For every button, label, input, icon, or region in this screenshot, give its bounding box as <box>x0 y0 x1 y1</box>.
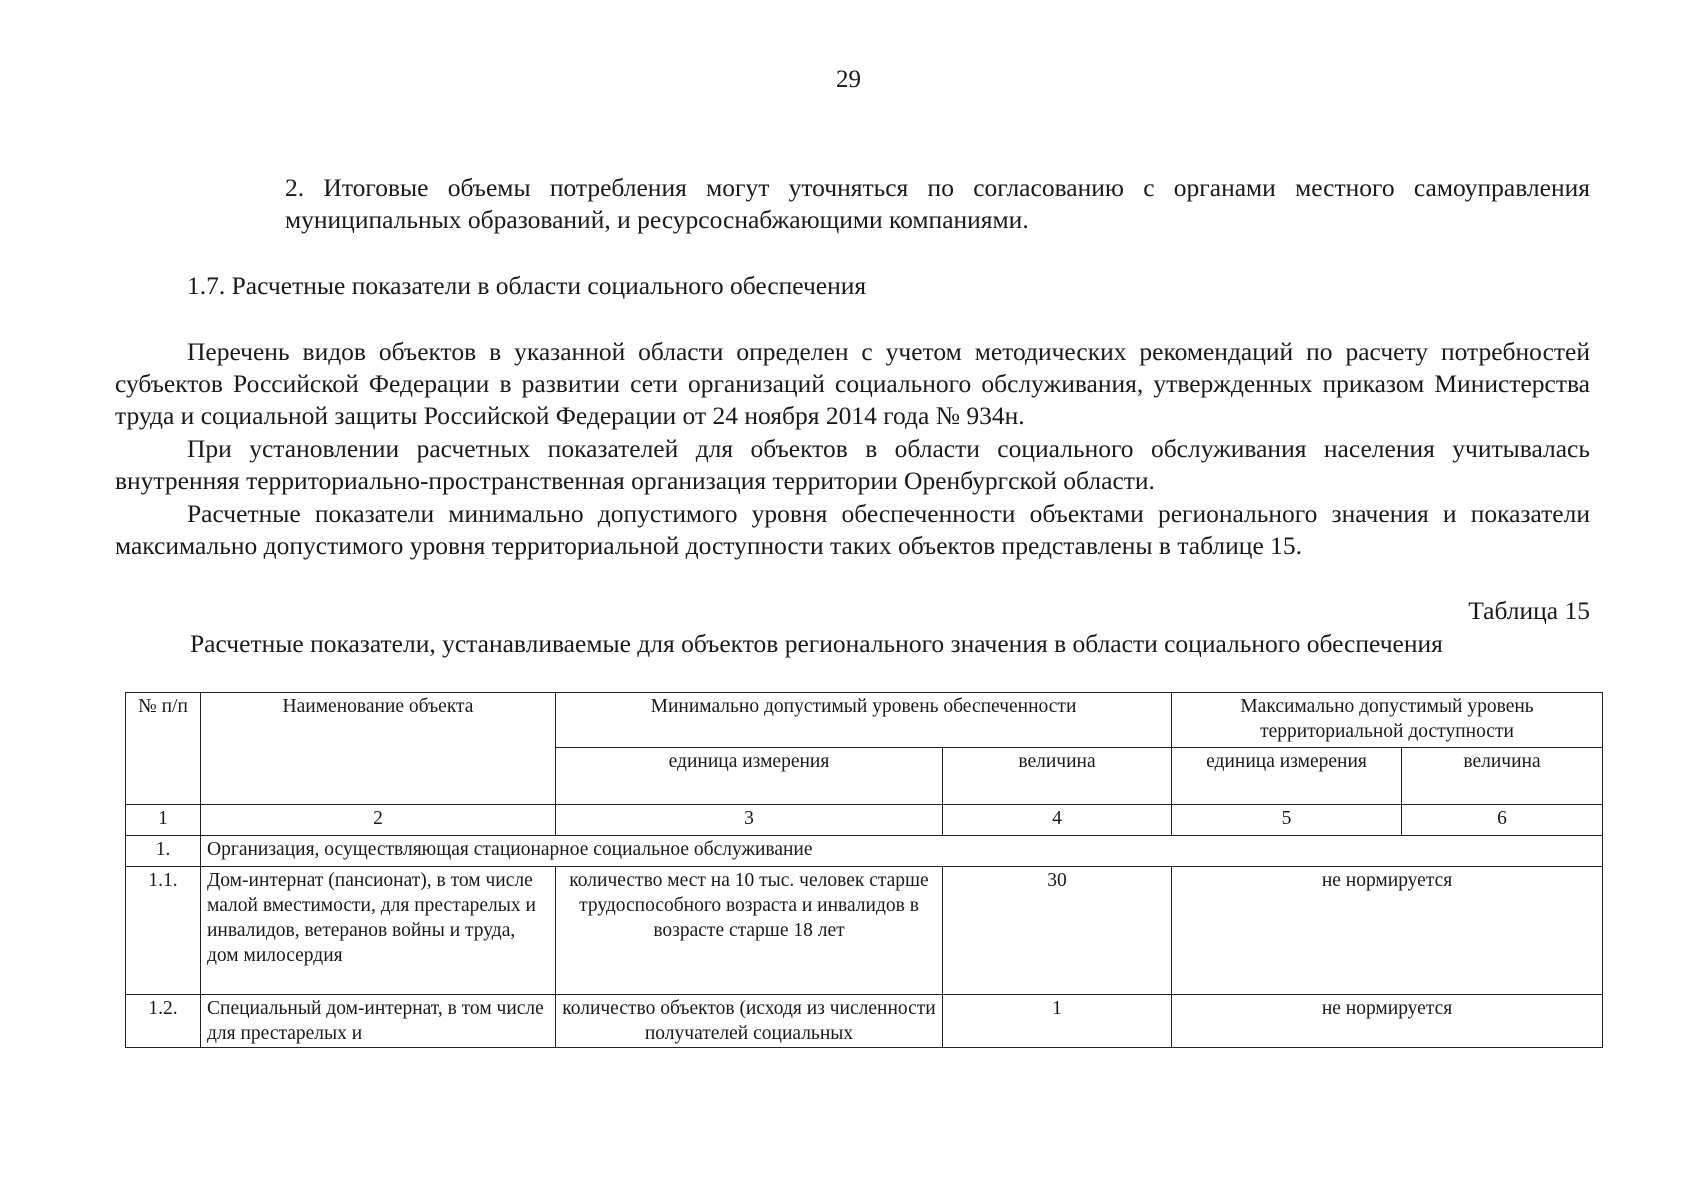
row-num: 1.2. <box>126 995 201 1048</box>
row-value: 30 <box>943 867 1172 995</box>
header-unit-2: единица измерения <box>1172 748 1402 805</box>
row-access: не нормируется <box>1172 867 1603 995</box>
section-num: 1. <box>126 836 201 867</box>
table-row <box>126 867 1603 995</box>
note-paragraph: 2. Итоговые объемы потребления могут уточняться по согласованию с органами местного самоуправления муниципальных образований, и ресурсоснабжающими компаниями. <box>285 173 1590 234</box>
row-unit: количество мест на 10 тыс. человек старше трудоспособного возраста и инвалидов в возрасте старше 18 лет <box>556 867 943 995</box>
table-label: Таблица 15 <box>1468 596 1590 625</box>
table-row <box>126 995 1603 1048</box>
header-unit: единица измерения <box>556 748 943 805</box>
row-access: не нормируется <box>1172 995 1603 1048</box>
column-number: 5 <box>1172 805 1402 836</box>
section-title: Организация, осуществляющая стационарное социальное обслуживание <box>201 836 1603 867</box>
row-value: 1 <box>943 995 1172 1048</box>
table-caption: Расчетные показатели, устанавливаемые для объектов регионального значения в области социального обеспечения <box>190 629 1443 658</box>
row-num: 1.1. <box>126 867 201 995</box>
table-section-row <box>126 836 1603 867</box>
section-heading: 1.7. Расчетные показатели в области социального обеспечения <box>187 271 867 300</box>
paragraph-1: Перечень видов объектов в указанной области определен с учетом методических рекомендаций по расчету потребностей субъектов Российской Федерации в развитии сети организаций социального обслуживания, утвержденных приказом Министерства труда и социальной защиты Российской Федерации от 24 ноября 2014 года № 934н. <box>115 337 1590 430</box>
column-number: 6 <box>1402 805 1603 836</box>
indicators-table <box>125 692 1603 1048</box>
header-num: № п/п <box>126 693 201 805</box>
column-number: 3 <box>556 805 943 836</box>
table-header-row <box>126 693 1603 748</box>
column-number-row <box>126 805 1603 836</box>
paragraph-2: При установлении расчетных показателей для объектов в области социального обслуживания населения учитывалась внутренняя территориально-пространственная организация территории Оренбургской области. <box>115 434 1590 495</box>
column-number: 1 <box>126 805 201 836</box>
header-name: Наименование объекта <box>201 693 556 805</box>
header-value-2: величина <box>1402 748 1603 805</box>
row-name: Дом-интернат (пансионат), в том числе малой вместимости, для престарелых и инвалидов, ветеранов войны и труда, дом милосердия <box>201 867 556 995</box>
header-min-level: Минимально допустимый уровень обеспеченности <box>556 693 1172 748</box>
paragraph-3: Расчетные показатели минимально допустимого уровня обеспеченности объектами регионального значения и показатели максимально допустимого уровня территориальной доступности таких объектов представлены в таблице 15. <box>115 499 1590 560</box>
row-unit: количество объектов (исходя из численности получателей социальных <box>556 995 943 1048</box>
header-max-level: Максимально допустимый уровень территориальной доступности <box>1172 693 1603 748</box>
header-value: величина <box>943 748 1172 805</box>
column-number: 4 <box>943 805 1172 836</box>
page-number: 29 <box>836 66 861 93</box>
row-name: Специальный дом-интернат, в том числе для престарелых и <box>201 995 556 1048</box>
column-number: 2 <box>201 805 556 836</box>
